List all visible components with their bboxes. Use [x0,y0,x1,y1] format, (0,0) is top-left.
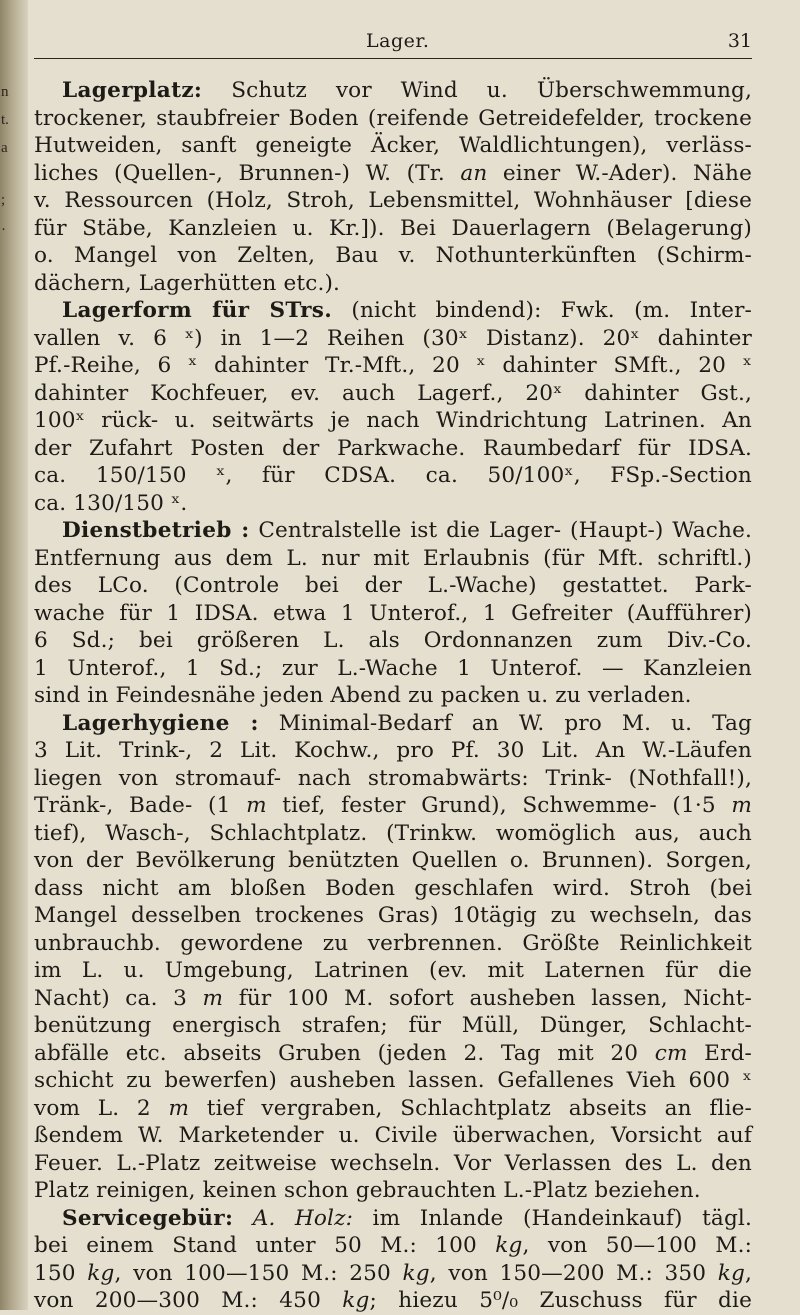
text-line: von 200—300 M.: 450 kg; hiezu 5⁰/₀ Zuschuss für die [34,1288,752,1313]
italic-word: m [168,1095,190,1121]
text-line: Feuer. L.-Platz zeitweise wechseln. Vor Verlassen des L. den [34,1150,752,1176]
gutter-mark: t. [1,112,9,128]
text-line: vom L. 2 m tief vergraben, Schlachtplatz abseits an flie- [34,1095,752,1121]
body-text [34,77,752,1315]
text-line: Tränk-, Bade- (1 m tief, fester Grund), Schwemme- (1·5 m [34,793,752,818]
section-lagerplatz [34,77,752,297]
section-lagerhygiene [34,710,752,1205]
text-line: liegen von stromauf- nach stromabwärts: Trink- (Nothfall!), [34,765,752,791]
text-line: Lagerplatz: Schutz vor Wind u. Überschwemmung, [62,78,753,103]
section-heading: Lagerhygiene : [62,710,259,736]
text-line: im L. u. Umgebung, Latrinen (ev. mit Laternen für die [34,958,752,983]
text-line: Nacht) ca. 3 m für 100 M. sofort ausheben lassen, Nicht- [34,985,752,1011]
italic-word: m [202,985,224,1011]
text-line: bei einem Stand unter 50 M.: 100 kg, von 50—100 M.: [34,1233,753,1258]
text-line: dächern, Lagerhütten etc.). [34,270,341,296]
text-run: liches (Quellen-, Brunnen-) W. (Tr. [34,160,461,186]
gutter-mark: n [1,84,9,100]
gutter-mark: a [1,140,8,156]
text-line: wache für 1 IDSA. etwa 1 Unterof., 1 Gefreiter (Aufführer) [34,600,752,626]
text-line: abfälle etc. abseits Gruben (jeden 2. Tag mit 20 cm Erd- [34,1040,752,1066]
text-line: sind in Feindesnähe jeden Abend zu packen u. zu verladen. [34,683,692,708]
page-number: 31 [727,30,752,52]
text-line: dass nicht am bloßen Boden geschlafen wird. Stroh (bei [34,875,752,901]
text-line: unbrauchb. gewordene zu verbrennen. Größte Reinlichkeit [34,930,752,956]
section-heading: Dienstbetrieb : [62,518,250,543]
section-lagerform [34,297,752,517]
text-line: des LCo. (Controle bei der L.-Wache) gestattet. Park- [34,573,752,598]
italic-word: m [731,793,752,818]
text-line: ca. 150/150 ˣ, für CDSA. ca. 50/100ˣ, FSp.-Section [34,463,752,488]
running-head [34,24,752,59]
section-heading: Lagerform für STrs. [62,298,333,323]
text-line: trockener, staubfreier Boden (reifende Getreidefelder, trockene [34,105,752,131]
text-line: schicht zu bewerfen) ausheben lassen. Gefallenes Vieh 600 ˣ [34,1068,752,1093]
italic-word: m [246,793,267,818]
text-line: Pf.-Reihe, 6 ˣ dahinter Tr.-Mft., 20 ˣ dahinter SMft., 20 ˣ [34,353,752,378]
text-line [34,160,752,188]
text-line: Servicegebür: A. Holz: im Inlande (Handeinkauf) tägl. [62,1205,752,1231]
section-heading: Lagerplatz: [62,78,203,103]
text-line: ßendem W. Marketender u. Civile überwachen, Vorsicht auf [34,1123,752,1148]
text-line: Hutweiden, sanft geneigte Äcker, Waldlichtungen), verläss- [34,133,752,158]
section-dienstbetrieb [34,517,752,710]
text-line: 1 Unterof., 1 Sd.; zur L.-Wache 1 Unterof. — Kanzleien [34,655,752,681]
text-line: Lagerhygiene : Minimal-Bedarf an W. pro M. u. Tag [62,710,752,736]
italic-word: cm [654,1040,688,1066]
text-line: Lagerform für STrs. (nicht bindend): Fwk. (m. Inter- [62,298,752,323]
text-line: v. Ressourcen (Holz, Stroh, Lebensmittel, Wohnhäuser [diese [34,188,752,213]
section-servicegebuer [34,1205,752,1315]
section-heading: Servicegebür: [62,1205,234,1231]
book-page [34,24,752,1315]
text-line: Entfernung aus dem L. nur mit Erlaubnis (für Mft. schriftl.) [34,545,752,571]
text-line: vallen v. 6 ˣ) in 1—2 Reihen (30ˣ Distanz). 20ˣ dahinter [34,325,752,351]
gutter-mark: ; [1,192,6,208]
text-line: 6 Sd.; bei größeren L. als Ordonnanzen zum Div.-Co. [34,628,752,653]
text-line: Platz reinigen, keinen schon gebrauchten L.-Platz beziehen. [34,1178,701,1203]
text-line: benützung energisch strafen; für Müll, Dünger, Schlacht- [34,1013,752,1038]
binding-gutter [0,0,28,1310]
gutter-mark: · [1,222,6,238]
text-line: der Zufahrt Posten der Parkwache. Raumbedarf für IDSA. [34,435,752,461]
text-line: Dienstbetrieb : Centralstelle ist die Lager- (Haupt-) Wache. [62,518,753,543]
text-line: für Stäbe, Kanzleien u. Kr.]). Bei Dauerlagern (Belagerung) [34,215,752,241]
italic-word: an [460,160,488,186]
text-line: ca. 130/150 ˣ. [34,490,188,516]
text-line: 100ˣ rück- u. seitwärts je nach Windrichtung Latrinen. An [34,408,752,433]
text-line: 3 Lit. Trink-, 2 Lit. Kochw., pro Pf. 30 Lit. An W.-Läufen [34,738,752,763]
text-line: 150 kg, von 100—150 M.: 250 kg, von 150—200 M.: 350 kg, [34,1260,752,1286]
text-line: tief), Wasch-, Schlachtplatz. (Trinkw. womöglich aus, auch [34,820,752,846]
text-line: dahinter Kochfeuer, ev. auch Lagerf., 20ˣ dahinter Gst., [34,380,752,406]
text-line: Mangel desselben trockenes Gras) 10tägig zu wechseln, das [34,903,752,928]
text-run: einer W.-Ader). Nähe [487,160,752,186]
text-line: o. Mangel von Zelten, Bau v. Nothunterkünften (Schirm- [34,243,752,268]
running-title: Lager. [366,30,430,52]
text-line: von der Bevölkerung benützten Quellen o. Brunnen). Sorgen, [34,848,752,873]
